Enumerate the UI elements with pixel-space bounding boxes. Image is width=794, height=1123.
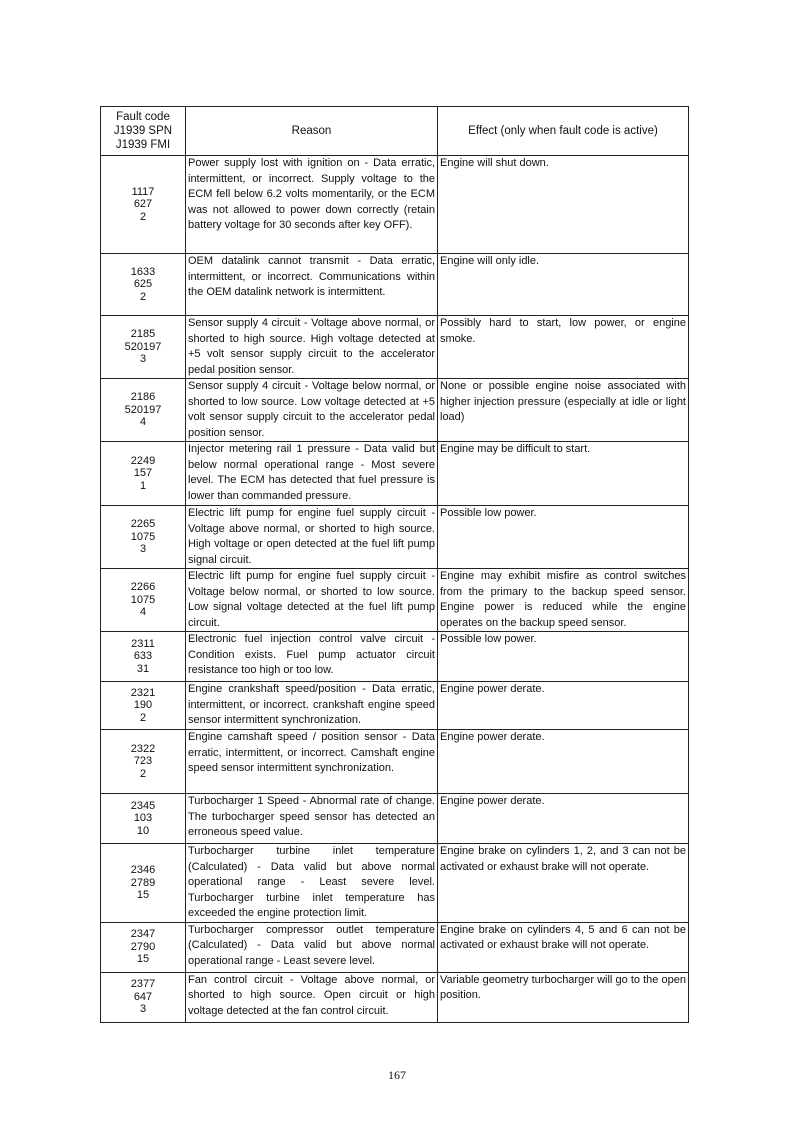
reason-cell: Fan control circuit - Voltage above normal, or shorted to high source. Open circuit or high voltage detected at the fan control circuit. [186, 972, 438, 1022]
reason-cell: Injector metering rail 1 pressure - Data valid but below normal operational range - Most severe level. The ECM has detected that fuel pressure is lower than commanded pressure. [186, 442, 438, 506]
reason-cell: Turbocharger compressor outlet temperature (Calculated) - Data valid but above normal operational range - Least severe level. [186, 922, 438, 972]
table-row [101, 632, 689, 682]
effect-cell: Variable geometry turbocharger will go to the open position. [438, 972, 689, 1022]
fault-code-cell [101, 844, 186, 923]
fmi-value: 4 [139, 416, 147, 429]
reason-cell: Sensor supply 4 circuit - Voltage below normal, or shorted to low source. Low voltage detected at +5 volt sensor supply circuit to the accelerator pedal position sensor. [186, 379, 438, 442]
effect-cell: Engine brake on cylinders 4, 5 and 6 can not be activated or exhaust brake will not operate. [438, 922, 689, 972]
reason-cell: Electric lift pump for engine fuel supply circuit - Voltage above normal, or shorted to high source. High voltage or open detected at the fuel lift pump signal circuit. [186, 506, 438, 569]
fmi-value: 2 [139, 767, 147, 780]
table-row [101, 844, 689, 923]
spn-value: 103 [133, 812, 153, 825]
fault-code-cell [101, 506, 186, 569]
table-row [101, 730, 689, 794]
fault-code-cell [101, 972, 186, 1022]
table-row [101, 442, 689, 506]
reason-cell: Turbocharger 1 Speed - Abnormal rate of change. The turbocharger speed sensor has detected an erroneous speed value. [186, 794, 438, 844]
spn-value: 520197 [124, 340, 162, 353]
table-row [101, 506, 689, 569]
effect-cell: Engine may be difficult to start. [438, 442, 689, 506]
effect-cell: Possibly hard to start, low power, or engine smoke. [438, 316, 689, 379]
fault-code-cell [101, 794, 186, 844]
fmi-value: 2 [139, 290, 147, 303]
effect-cell: Engine power derate. [438, 794, 689, 844]
effect-cell: Engine brake on cylinders 1, 2, and 3 can not be activated or exhaust brake will not operate. [438, 844, 689, 923]
spn-value: 625 [133, 278, 153, 291]
reason-cell: Turbocharger turbine inlet temperature (Calculated) - Data valid but above normal operational range - Least severe level. Turbocharger turbine inlet temperature has exceeded the engine protection limit. [186, 844, 438, 923]
spn-value: 633 [133, 650, 153, 663]
fmi-value: 15 [136, 953, 150, 966]
spn-value: 627 [133, 198, 153, 211]
fault-code: 2347 [130, 928, 156, 941]
table-row [101, 254, 689, 316]
fault-code-cell [101, 730, 186, 794]
fault-code: 2321 [130, 686, 156, 699]
effect-cell: Possible low power. [438, 506, 689, 569]
fault-code: 2322 [130, 742, 156, 755]
spn-value: 190 [133, 699, 153, 712]
table-row [101, 569, 689, 632]
spn-value: 1075 [130, 593, 156, 606]
spn-value: 723 [133, 755, 153, 768]
spn-value: 520197 [124, 403, 162, 416]
spn-value: 157 [133, 467, 153, 480]
reason-cell: Electric lift pump for engine fuel supply circuit - Voltage below normal, or shorted to low source. Low signal voltage detected at the fuel lift pump circuit. [186, 569, 438, 632]
fmi-value: 3 [139, 353, 147, 366]
reason-cell: Engine crankshaft speed/position - Data erratic, intermittent, or incorrect. crankshaft engine speed sensor intermittent synchronization. [186, 682, 438, 730]
fault-code-cell [101, 922, 186, 972]
fmi-value: 10 [136, 824, 150, 837]
fault-code-cell [101, 632, 186, 682]
fault-code: 2266 [130, 581, 156, 594]
spn-value: 2789 [130, 876, 156, 889]
fmi-value: 4 [139, 606, 147, 619]
header-effect: Effect (only when fault code is active) [438, 107, 689, 156]
fault-code-table [100, 106, 689, 1023]
fault-code: 2265 [130, 518, 156, 531]
effect-cell: Engine will shut down. [438, 156, 689, 254]
table-row [101, 379, 689, 442]
header-reason: Reason [186, 107, 438, 156]
table-header-row [101, 107, 689, 156]
effect-cell: Engine may exhibit misfire as control switches from the primary to the backup speed sensor. Engine power is reduced while the engine operates on the backup speed sensor. [438, 569, 689, 632]
fmi-value: 31 [136, 662, 150, 675]
reason-cell: Sensor supply 4 circuit - Voltage above normal, or shorted to high source. High voltage detected at +5 volt sensor supply circuit to the accelerator pedal position sensor. [186, 316, 438, 379]
fault-code: 2186 [130, 391, 156, 404]
effect-cell: Possible low power. [438, 632, 689, 682]
fault-code: 2311 [131, 637, 155, 650]
effect-cell: Engine power derate. [438, 682, 689, 730]
header-code-line3: J1939 FMI [115, 139, 171, 151]
effect-cell: Engine power derate. [438, 730, 689, 794]
table-row [101, 156, 689, 254]
table-row [101, 682, 689, 730]
table-row [101, 794, 689, 844]
table-row [101, 922, 689, 972]
fault-code-cell [101, 569, 186, 632]
fault-code-cell [101, 254, 186, 316]
effect-cell: None or possible engine noise associated with higher injection pressure (especially at idle or light load) [438, 379, 689, 442]
page-number: 167 [388, 1068, 406, 1082]
fmi-value: 3 [139, 1003, 147, 1016]
spn-value: 647 [133, 990, 153, 1003]
fault-code: 2377 [130, 978, 156, 991]
fault-code-cell [101, 442, 186, 506]
fault-code: 2185 [130, 328, 156, 341]
table-row [101, 972, 689, 1022]
fmi-value: 2 [139, 711, 147, 724]
fmi-value: 1 [139, 479, 147, 492]
fault-code-cell [101, 379, 186, 442]
spn-value: 1075 [130, 530, 156, 543]
fmi-value: 3 [139, 543, 147, 556]
header-code-line2: J1939 SPN [113, 125, 173, 137]
reason-cell: Power supply lost with ignition on - Data erratic, intermittent, or incorrect. Supply voltage to the ECM fell below 6.2 volts momentarily, or the ECM was not allowed to power down correctly (retain battery voltage for 30 seconds after key OFF). [186, 156, 438, 254]
fault-code: 2345 [130, 799, 156, 812]
fmi-value: 2 [139, 210, 147, 223]
effect-cell: Engine will only idle. [438, 254, 689, 316]
fault-code-cell [101, 156, 186, 254]
header-code-line1: Fault code [116, 111, 170, 123]
fault-code: 1117 [131, 185, 155, 198]
reason-cell: Electronic fuel injection control valve circuit - Condition exists. Fuel pump actuator circuit resistance too high or too low. [186, 632, 438, 682]
fault-code-cell [101, 682, 186, 730]
table-row [101, 316, 689, 379]
fault-code: 2249 [130, 454, 156, 467]
reason-cell: OEM datalink cannot transmit - Data erratic, intermittent, or incorrect. Communications within the OEM datalink network is intermittent. [186, 254, 438, 316]
fault-code: 2346 [130, 864, 156, 876]
fmi-value: 15 [136, 889, 150, 901]
spn-value: 2790 [130, 940, 156, 953]
header-fault-code [101, 107, 186, 156]
fault-code: 1633 [130, 265, 156, 278]
fault-code-cell [101, 316, 186, 379]
reason-cell: Engine camshaft speed / position sensor - Data erratic, intermittent, or incorrect. Camshaft engine speed sensor intermittent synchronization. [186, 730, 438, 794]
